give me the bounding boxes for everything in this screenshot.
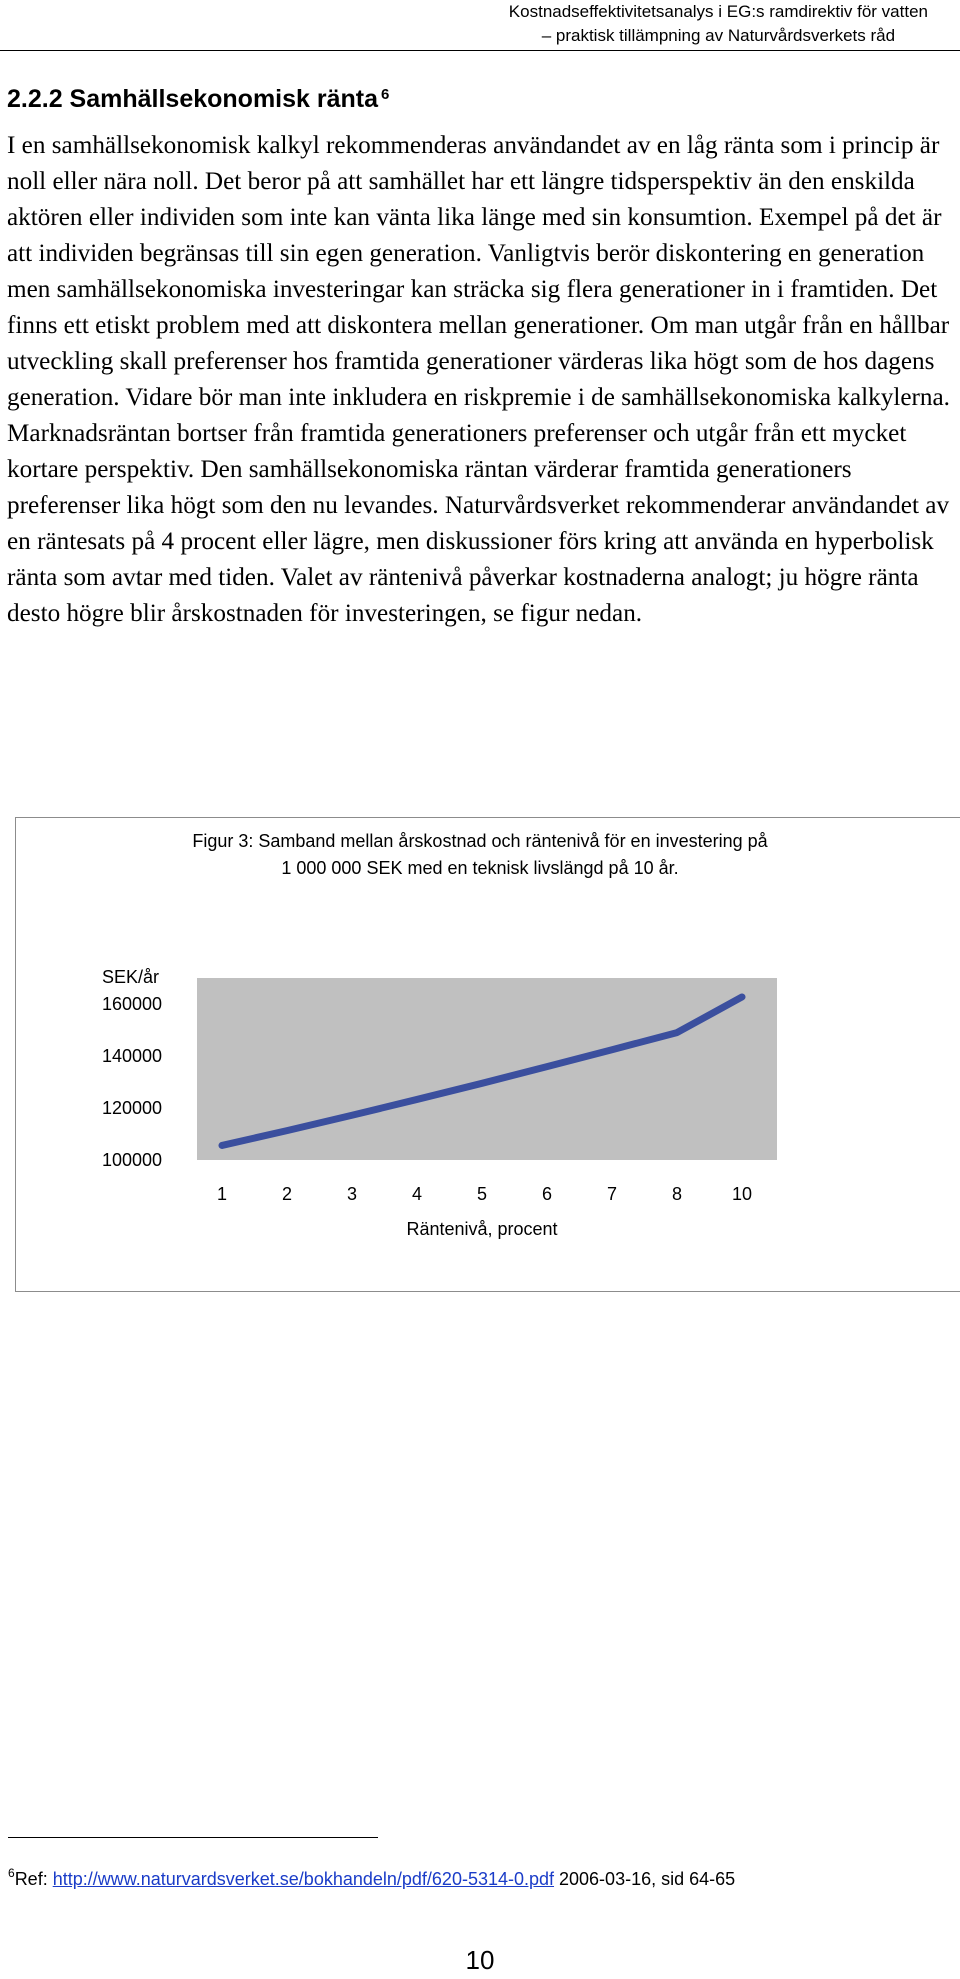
x-tick-label: 7 xyxy=(606,1184,618,1204)
y-tick-label: 140000 xyxy=(102,1046,163,1066)
footnote-link[interactable]: http://www.naturvardsverket.se/bokhandeln/pdf/620-5314-0.pdf xyxy=(52,1869,555,1889)
footnote-reference[interactable]: 6 xyxy=(381,86,390,103)
header-line-2: – praktisk tillämpning av Naturvårdsverkets råd xyxy=(541,26,896,45)
header-line-1: Kostnadseffektivitetsanalys i EG:s ramdirektiv för vatten xyxy=(508,2,928,21)
figure-caption-line-2: 1 000 000 SEK med en teknisk livslängd på 10 år. xyxy=(281,858,679,878)
x-tick-label: 3 xyxy=(346,1184,358,1204)
x-tick-label: 10 xyxy=(731,1184,753,1204)
y-tick-label: 100000 xyxy=(102,1150,163,1170)
y-axis xyxy=(102,994,162,1170)
x-tick-label: 6 xyxy=(541,1184,553,1204)
footnote-prefix: Ref: xyxy=(14,1869,53,1889)
x-axis-label: Räntenivå, procent xyxy=(406,1219,558,1239)
footnote-rule xyxy=(8,1837,378,1838)
page-number: 10 xyxy=(465,1945,495,1975)
x-axis xyxy=(217,1184,752,1204)
x-tick-label: 4 xyxy=(411,1184,423,1204)
y-tick-label: 120000 xyxy=(102,1098,163,1118)
x-tick-label: 1 xyxy=(216,1184,228,1204)
x-tick-label: 2 xyxy=(281,1184,293,1204)
y-tick-label: 160000 xyxy=(102,994,163,1014)
x-tick-label: 8 xyxy=(671,1184,683,1204)
body-paragraph: I en samhällsekonomisk kalkyl rekommenderas användandet av en låg ränta som i princip är noll eller nära noll. Det beror på att samhället har ett längre tidsperspektiv än den enskilda aktören eller individen som inte kan vänta lika länge med sin konsumtion. Exempel på det är att individen begränsas till sin egen generation. Vanligtvis berör diskontering en generation men samhällsekonomiska investeringar kan sträcka sig flera generationer in i framtiden. Det finns ett etiskt problem med att diskontera mellan generationer. Om man utgår från en hållbar utveckling skall preferenser hos framtida generationer värderas lika högt som de hos dagens generation. Vidare bör man inte inkludera en riskpremie i de samhällsekonomiska kalkylerna. Marknadsräntan bortser från framtida generationers preferenser och utgår från ett mycket kortare perspektiv. Den samhällsekonomiska räntan värderar framtida generationers preferenser lika högt som den nu levandes. Naturvårdsverket rekommenderar användandet av en räntesats på 4 procent eller lägre, men diskussioner förs kring att använda en hyperbolisk ränta som avtar med tiden. Valet av räntenivå påverkar kostnaderna analogt; ju högre ränta desto högre blir årskostnaden för investeringen, se figur nedan. xyxy=(7,132,950,627)
footnote xyxy=(8,1868,735,1890)
x-tick-label: 5 xyxy=(476,1184,488,1204)
figure-caption-line-1: Figur 3: Samband mellan årskostnad och räntenivå för en investering på xyxy=(192,831,768,851)
footnote-suffix: 2006-03-16, sid 64-65 xyxy=(554,1869,736,1889)
section-heading-text: 2.2.2 Samhällsekonomisk ränta xyxy=(7,85,379,113)
footnote-number: 6 xyxy=(8,1866,15,1880)
y-axis-label: SEK/år xyxy=(102,967,160,987)
